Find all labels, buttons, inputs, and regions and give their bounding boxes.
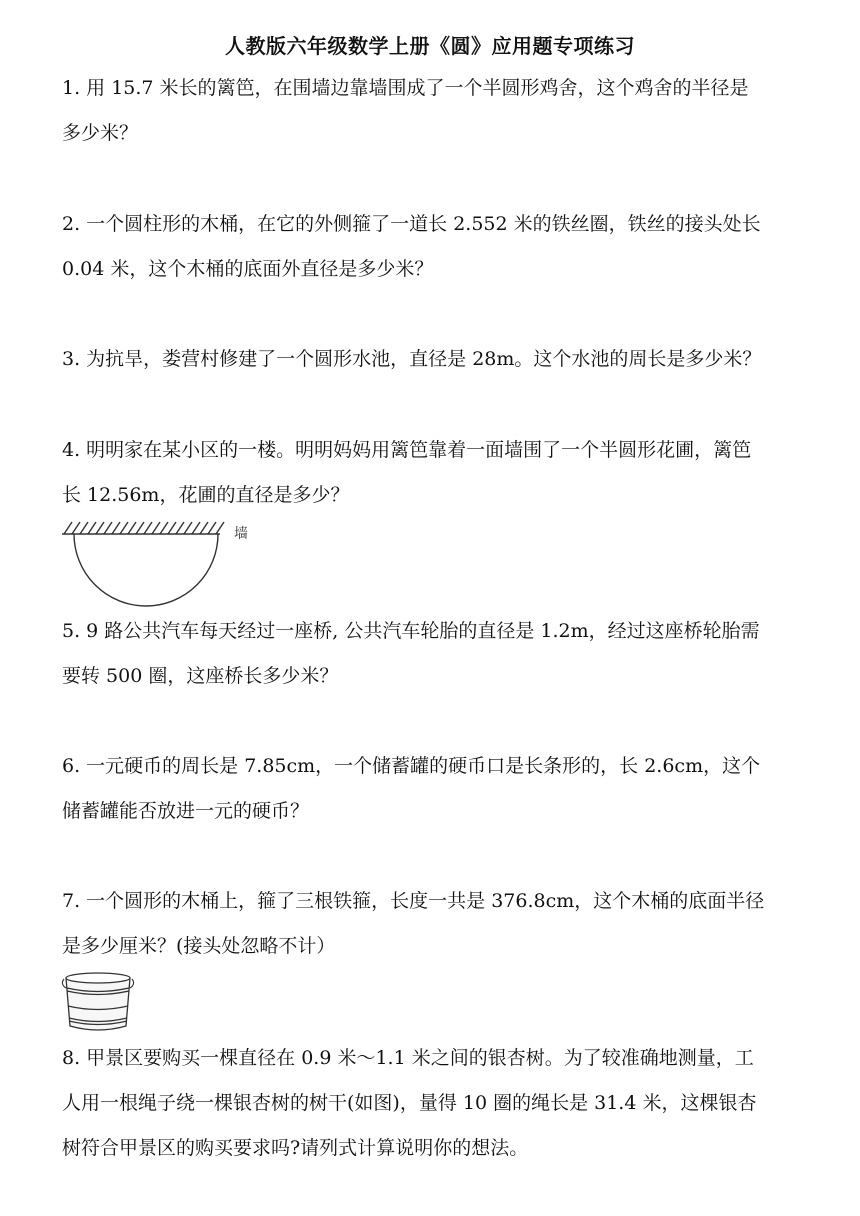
wall-label: 墙: [234, 526, 248, 542]
question-8-line-3: 树符合甲景区的购买要求吗?请列式计算说明你的想法。: [62, 1137, 529, 1159]
question-6-line-1: 6. 一元硬币的周长是 7.85cm，一个储蓄罐的硬币口是长条形的，长 2.6cm，这个: [62, 755, 761, 777]
wooden-bucket-figure: [60, 970, 136, 1034]
wall-hatching: [64, 522, 224, 534]
question-7-line-2: 是多少厘米？(接头处忽略不计）: [62, 935, 336, 957]
question-7: [62, 879, 834, 969]
question-8-line-1: 8. 甲景区要购买一棵直径在 0.9 米～1.1 米之间的银杏树。为了较准确地测量，工: [62, 1047, 754, 1069]
question-3: [62, 337, 834, 382]
semicircle-arc: [74, 534, 218, 606]
question-5-line-2: 要转 500 圈，这座桥长多少米？: [62, 665, 339, 687]
question-1-line-2: 多少米？: [62, 122, 139, 144]
question-4-line-1: 4. 明明家在某小区的一楼。明明妈妈用篱笆靠着一面墙围了一个半圆形花圃，篱笆: [62, 439, 752, 461]
question-4-line-2: 长 12.56m，花圃的直径是多少？: [62, 484, 350, 506]
question-1: [62, 66, 834, 156]
question-2-line-2: 0.04 米，这个木桶的底面外直径是多少米？: [62, 258, 434, 280]
question-2-line-1: 2. 一个圆柱形的木桶，在它的外侧箍了一道长 2.552 米的铁丝圈，铁丝的接头处长: [62, 213, 761, 235]
bucket-handle-left: [62, 979, 66, 988]
question-3-line-1: 3. 为抗旱，娄营村修建了一个圆形水池，直径是 28m。这个水池的周长是多少米？: [62, 348, 762, 370]
bucket-rim: [66, 973, 130, 983]
bucket-icon: [60, 970, 136, 1034]
question-5-line-1: 5. 9 路公共汽车每天经过一座桥, 公共汽车轮胎的直径是 1.2m，经过这座桥轮胎需: [62, 620, 760, 642]
question-6-line-2: 储蓄罐能否放进一元的硬币？: [62, 800, 310, 822]
question-2: [62, 202, 834, 292]
question-8: [62, 1036, 834, 1171]
semicircle-diagram: [60, 516, 260, 616]
question-1-line-1: 1. 用 15.7 米长的篱笆，在围墙边靠墙围成了一个半圆形鸡舍，这个鸡舍的半径是: [62, 77, 749, 99]
question-8-line-2: 人用一根绳子绕一棵银杏树的树干(如图)，量得 10 圈的绳长是 31.4 米，这棵银杏: [62, 1092, 757, 1114]
question-6: [62, 744, 834, 834]
worksheet-title: 人教版六年级数学上册《圆》应用题专项练习: [225, 34, 635, 58]
question-5: [62, 609, 834, 699]
question-7-line-1: 7. 一个圆形的木桶上，箍了三根铁箍，长度一共是 376.8cm，这个木桶的底面半径: [62, 890, 765, 912]
semicircle-garden-figure: [60, 516, 260, 616]
question-4: [62, 428, 834, 518]
bucket-handle-right: [130, 979, 134, 988]
